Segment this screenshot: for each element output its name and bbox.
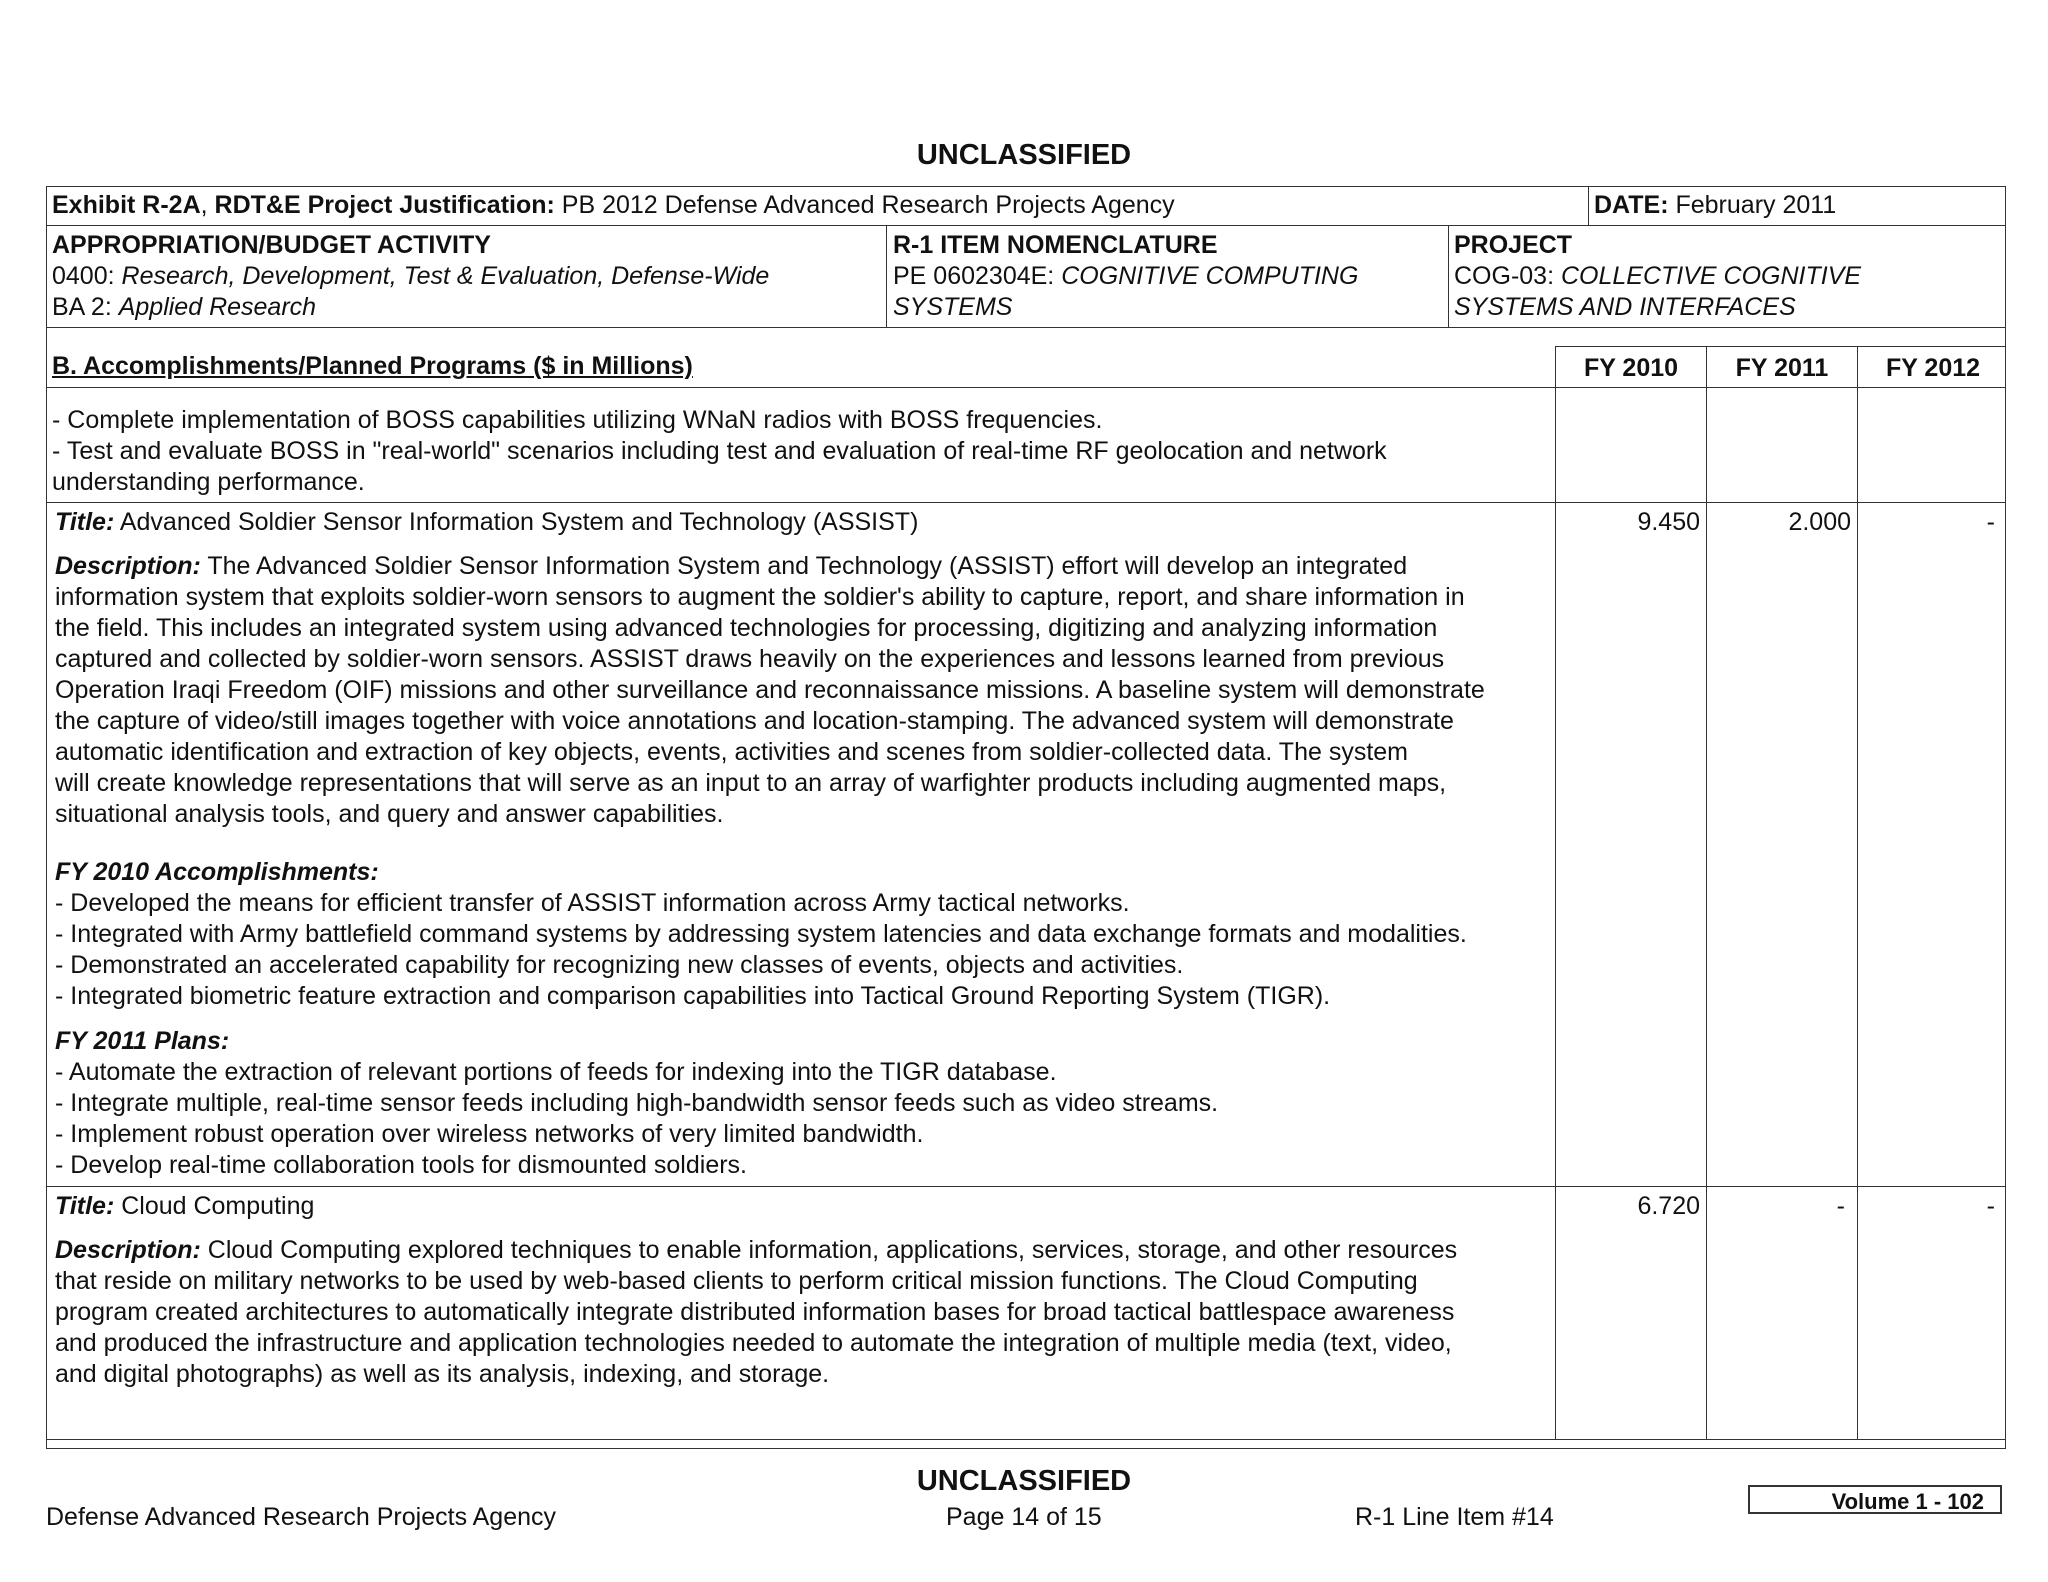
header-row-divider — [46, 225, 2005, 226]
date-label: DATE: — [1594, 191, 1669, 219]
date-divider — [1588, 186, 1589, 225]
cloud-desc-label: Description: — [55, 1236, 201, 1264]
assist-fy2012-value: - — [1986, 508, 1995, 536]
cloud-fy2011-value: - — [1836, 1192, 1845, 1220]
exhibit-sep: , — [200, 191, 215, 219]
list-item: - Integrated biometric feature extraction and comparison capabilities into Tactical Ground Reporting System (TIGR). — [55, 982, 1331, 1010]
footer-line-item: R-1 Line Item #14 — [1355, 1503, 1554, 1531]
list-item: - Develop real-time collaboration tools for dismounted soldiers. — [55, 1151, 747, 1179]
project-divider — [1448, 225, 1449, 327]
fy-header-top — [1555, 346, 2005, 347]
list-item: - Complete implementation of BOSS capabilities utilizing WNaN radios with BOSS frequencies. — [52, 406, 1103, 434]
classification-banner-top: UNCLASSIFIED — [916, 139, 1132, 171]
cloud-fy2012-value: - — [1986, 1192, 1995, 1220]
header-top-border — [46, 186, 2005, 187]
exhibit-label: Exhibit R-2A — [52, 191, 201, 219]
list-item: - Integrated with Army battlefield command systems by addressing system latencies and data exchange formats and modalities. — [55, 920, 1467, 948]
assist-title: Title: Advanced Soldier Sensor Information System and Technology (ASSIST) — [55, 508, 919, 536]
list-item: understanding performance. — [52, 468, 365, 496]
continued-bullets — [52, 405, 1552, 498]
date-value: February 2011 — [1668, 191, 1837, 219]
approp-line2: BA 2: Applied Research — [52, 293, 317, 321]
footer-volume-box: Volume 1 - 102 — [1748, 1485, 2002, 1514]
assist-fy2010-value: 9.450 — [1637, 508, 1700, 536]
fy2011-plans-heading: FY 2011 Plans: — [55, 1027, 230, 1055]
approp-cell — [52, 230, 769, 323]
justification-value: PB 2012 Defense Advanced Research Projects Agency — [554, 191, 1175, 219]
fy2011-plans-list — [55, 1057, 1555, 1181]
fy2010-accomplishments-list — [55, 888, 1555, 1012]
fy-header-2010: FY 2010 — [1583, 354, 1679, 382]
r1-cell — [893, 230, 1358, 323]
r1-line2: SYSTEMS — [893, 293, 1013, 321]
project-cell — [1454, 230, 1861, 323]
list-item: - Test and evaluate BOSS in "real-world" scenarios including test and evaluation of real-time RF geolocation and network — [52, 437, 1387, 465]
fy-header-2012: FY 2012 — [1885, 354, 1981, 382]
section-header-bottom — [46, 387, 2005, 388]
list-item: - Integrate multiple, real-time sensor feeds including high-bandwidth sensor feeds such as video streams. — [55, 1089, 1219, 1117]
section-b-title: B. Accomplishments/Planned Programs ($ in Millions) — [52, 352, 693, 380]
fy2011-column-line — [1706, 346, 1707, 1439]
cloud-description: Description: Cloud Computing explored techniques to enable information, applications, services, storage, and other resources that reside on military networks to be used by web-based clients to perform critical mission functions. The Cloud Computing program created architectures to automatically integrate distributed information bases for broad tactical battlespace awareness and produced the infrastructure and application technologies needed to automate the integration of multiple media (text, video, and digital photographs) as well as its analysis, indexing, and storage. — [55, 1236, 1458, 1388]
row-divider-cloud — [46, 1186, 2005, 1187]
assist-desc-label: Description: — [55, 552, 201, 580]
approp-line1: 0400: Research, Development, Test & Evaluation, Defense-Wide — [52, 262, 770, 290]
list-item: - Demonstrated an accelerated capability for recognizing new classes of events, objects and activities. — [55, 951, 1184, 979]
footer-agency: Defense Advanced Research Projects Agency — [46, 1503, 557, 1531]
fy2010-accomplishments-heading: FY 2010 Accomplishments: — [55, 858, 379, 886]
date-field — [1594, 190, 1836, 221]
r1-line1: PE 0602304E: COGNITIVE COMPUTING — [893, 262, 1359, 290]
row-divider-assist — [46, 502, 2005, 503]
project-line2: SYSTEMS AND INTERFACES — [1454, 293, 1796, 321]
approp-label: APPROPRIATION/BUDGET ACTIVITY — [52, 231, 491, 259]
table-bottom-border-outer — [46, 1448, 2005, 1449]
list-item: - Developed the means for efficient transfer of ASSIST information across Army tactical networks. — [55, 889, 1130, 917]
r1-divider — [886, 225, 887, 327]
list-item: - Implement robust operation over wireless networks of very limited bandwidth. — [55, 1120, 924, 1148]
project-line1: COG-03: COLLECTIVE COGNITIVE — [1454, 262, 1862, 290]
fy2010-column-line — [1555, 346, 1556, 1439]
assist-fy2011-value: 2.000 — [1788, 508, 1851, 536]
r1-label: R-1 ITEM NOMENCLATURE — [893, 231, 1218, 259]
table-bottom-border — [46, 1439, 2005, 1440]
project-label: PROJECT — [1454, 231, 1573, 259]
table-left-border — [46, 186, 47, 1449]
classification-banner-bottom: UNCLASSIFIED — [916, 1465, 1132, 1497]
exhibit-title — [52, 190, 1175, 221]
justification-label: RDT&E Project Justification: — [214, 191, 555, 219]
cloud-title: Title: Cloud Computing — [55, 1192, 315, 1220]
assist-description: Description: The Advanced Soldier Sensor Information System and Technology (ASSIST) effort will develop an integrated information system that exploits soldier-worn sensors to augment the soldier's ability to capture, report, and share information in the field. This includes an integrated system using advanced technologies for processing, digitizing and analyzing information captured and collected by soldier-worn sensors. ASSIST draws heavily on the experiences and lessons learned from previous Operation Iraqi Freedom (OIF) missions and other surveillance and reconnaissance missions. A baseline system will demonstrate the capture of video/still images together with voice annotations and location-stamping. The advanced system will demonstrate automatic identification and extraction of key objects, events, activities and scenes from soldier-collected data. The system will create knowledge representations that will serve as an input to an array of warfighter products including augmented maps, situational analysis tools, and query and answer capabilities. — [55, 552, 1485, 828]
header-bottom-border — [46, 327, 2005, 328]
list-item: - Automate the extraction of relevant portions of feeds for indexing into the TIGR database. — [55, 1058, 1057, 1086]
footer-page-number: Page 14 of 15 — [946, 1503, 1102, 1531]
fy-header-2011: FY 2011 — [1735, 354, 1829, 382]
cloud-fy2010-value: 6.720 — [1637, 1192, 1700, 1220]
